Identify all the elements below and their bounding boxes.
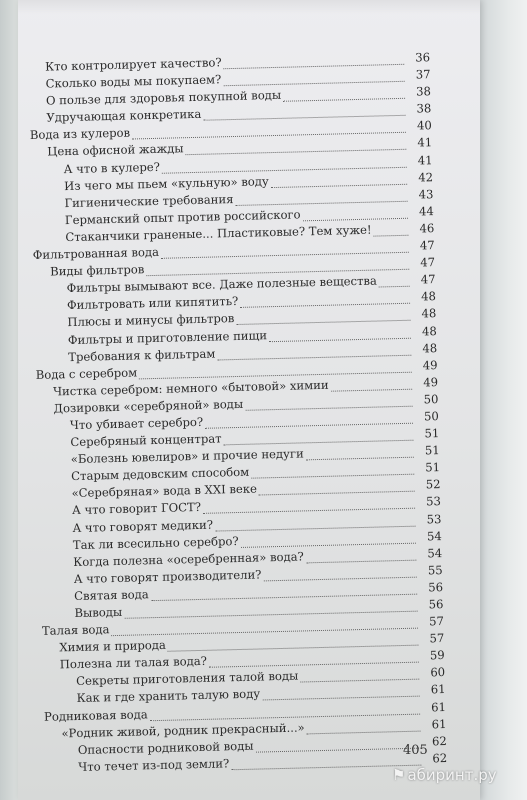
toc-entry-page: 49 [422,357,438,373]
toc-entry-page: 41 [417,152,433,168]
page-number: 405 [403,743,428,758]
toc-entry-page: 43 [418,186,434,202]
toc-entry-page: 48 [421,323,437,338]
toc-entry-title: Как и где хранить талую воду [76,686,261,706]
toc-leader-dots [269,323,411,341]
toc-leader-dots [306,716,420,734]
toc-entry-title: Талая вода [41,622,110,638]
watermark [392,766,497,784]
toc-entry-title: Цена офисной жажды [47,141,184,160]
toc-entry-page: 51 [424,426,440,441]
toc-entry-title: Родниковая вода [43,706,148,724]
toc-leader-dots [223,50,404,69]
toc-entry-title: Виды фильтров [50,262,145,279]
toc-entry-page: 38 [416,101,432,116]
toc-entry-page: 44 [418,203,435,219]
toc-entry-title: О пользе для здоровья покупной воды [45,88,282,108]
toc-entry-title: «Серебряная» вода в XXI веке [71,481,258,501]
toc-entry-title: Сколько воды мы покупаем? [45,72,222,91]
toc-entry-page: 61 [431,699,447,714]
toc-entry-page: 56 [428,597,444,612]
toc-entry-page: 40 [416,118,432,133]
toc-entry-page: 55 [427,562,443,578]
toc-entry-title: Плюсы и минусы фильтров [67,311,235,330]
toc-entry-title: А что говорит ГОСТ? [71,500,202,518]
toc-entry-page: 47 [420,255,436,270]
toc-entry-title: Кто контролирует качество? [45,55,222,74]
toc-entry-title: Так ли всесильно серебро? [72,533,239,552]
toc-leader-dots [306,545,416,563]
toc-leader-dots [258,477,414,496]
toc-entry-title: Вода с серебром [35,365,138,382]
toc-entry-title: Фильтрованная вода [32,244,160,262]
toc-entry-title: А что говорят производители? [73,567,262,586]
toc-entry-page: 48 [420,289,437,304]
toc-entry-page: 62 [432,750,448,766]
toc-entry-title: «Родник живой, родник прекрасный...» [61,720,305,741]
toc-entry-title: Что убивает серебро? [69,414,204,433]
toc-leader-dots [303,204,408,222]
toc-entry-title: Что течет из-под земли? [78,756,230,774]
page-shadow [18,0,480,14]
toc-entry-title: Удручающая конкретика [46,107,202,125]
toc-leader-dots [271,169,407,187]
toc-leader-dots [306,443,414,461]
toc-entry-page: 38 [415,84,432,99]
toc-entry-page: 60 [430,665,446,680]
toc-entry-page: 62 [431,733,447,749]
toc-entry-title: Вода из кулеров [29,125,131,143]
toc-entry-title: Гигиенические требования [64,191,234,210]
toc-leader-dots [245,392,412,411]
toc-entry-title: «Болезнь ювелиров» и прочие недуги [70,446,304,467]
toc-entry-page: 61 [430,682,446,697]
labirint-logo-icon: ⚑ [392,766,406,784]
toc-entry-title: Полезна ли талая вода? [59,654,208,672]
toc-entry-page: 52 [425,477,441,492]
toc-leader-dots [235,187,407,206]
toc-entry-page: 56 [428,579,444,595]
toc-leader-dots [241,528,416,547]
table-of-contents [28,49,447,777]
toc-entry-page: 57 [428,614,445,629]
toc-entry-title: Старым дедовским способом [71,464,250,484]
toc-entry-title: Фильтры вымывают все. Даже полезные вещества [66,273,378,296]
toc-entry-title: Химия и природа [59,637,166,655]
toc-entry-page: 54 [427,545,443,561]
toc-entry-page: 48 [422,340,438,356]
toc-entry-title: Чистка серебром: немного «бытовой» химии [52,377,329,399]
toc-leader-dots [378,272,409,288]
toc-entry-title: Выводы [74,604,123,621]
toc-entry-title: Дозировки «серебряной» воды [53,396,244,416]
toc-entry-title: Стаканчики граненые... Пластиковые? Тем хуже! [65,222,372,245]
toc-entry-page: 49 [423,374,439,390]
toc-entry-title: Секреты приготовления талой воды [76,668,299,689]
toc-entry-title: Требования к фильтрам [68,346,216,364]
toc-leader-dots [223,426,413,446]
toc-entry-page: 47 [419,238,435,253]
toc-entry-page: 41 [417,135,433,150]
toc-entry-title: Германский опыт против российского [64,207,301,227]
toc-entry-title: Святая вода [73,587,149,603]
toc-leader-dots [236,306,410,325]
toc-entry-title: Фильтры и приготовление пищи [67,327,268,347]
toc-leader-dots [240,289,410,308]
toc-entry-page: 46 [419,221,435,236]
watermark-text: абиринт.ру [407,766,497,784]
toc-entry-page: 59 [429,648,445,663]
toc-leader-dots [283,84,405,102]
toc-entry-title: А что в кулере? [63,159,161,176]
toc-entry-title: Фильтровать или кипятить? [66,294,239,313]
toc-leader-dots [251,460,414,479]
toc-entry-title: Опасности родниковой воды [77,738,254,757]
toc-leader-dots [263,562,416,581]
toc-entry-page: 61 [431,716,447,731]
toc-leader-dots [373,221,408,237]
toc-entry-page: 51 [424,443,440,458]
toc-entry-page: 48 [421,306,437,321]
toc-entry-page: 42 [418,169,434,185]
toc-entry-page: 50 [423,391,439,407]
toc-leader-dots [331,374,412,391]
toc-entry-title: Из чего мы пьем «кульную» воду [63,173,269,193]
toc-entry-title: Когда полезна «осеребренная» вода? [73,549,304,569]
toc-entry-title: Серебряный концентрат [70,431,222,450]
toc-leader-dots [300,665,419,683]
toc-leader-dots [223,67,404,86]
toc-entry-page: 57 [429,631,445,646]
toc-entry-page: 36 [415,50,431,65]
toc-entry-page: 37 [415,67,431,82]
toc-entry-page: 53 [426,511,442,526]
toc-entry-page: 50 [423,409,440,424]
toc-entry-title: А что говорят медики? [72,517,214,535]
toc-entry-page: 51 [425,460,441,475]
background-left [0,0,20,800]
toc-entry-page: 54 [426,528,442,544]
toc-entry-page: 53 [426,494,442,509]
toc-leader-dots [256,733,421,752]
toc-leader-dots [262,682,419,701]
toc-entry-page: 47 [420,272,436,287]
